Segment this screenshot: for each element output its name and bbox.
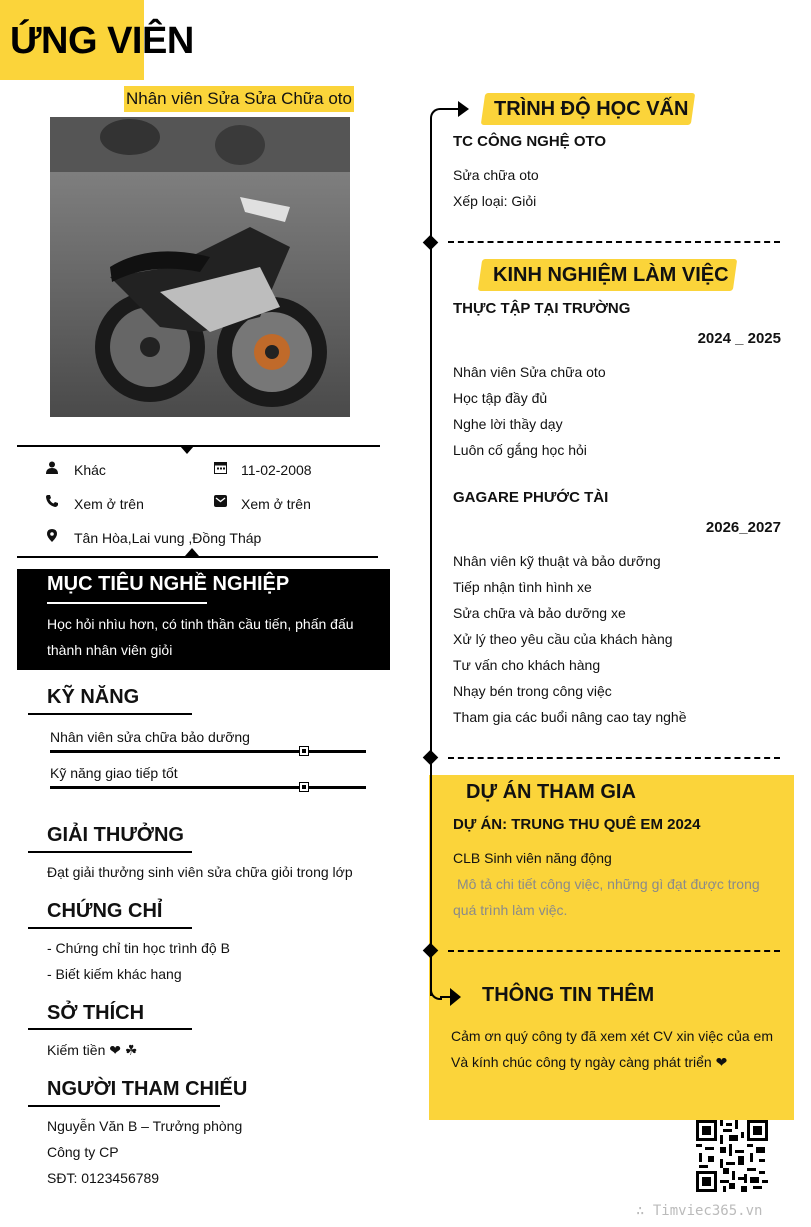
certificates-underline <box>28 927 192 929</box>
certificate-line-1: - Chứng chỉ tin học trình độ B <box>47 940 230 956</box>
job-2-company: GAGARE PHƯỚC TÀI <box>453 489 609 506</box>
awards-text: Đạt giải thưởng sinh viên sửa chữa giỏi trong lớp <box>47 864 353 880</box>
skill-level-2 <box>299 782 309 792</box>
skill-level-1 <box>299 746 309 756</box>
info-bottom-divider <box>17 556 378 558</box>
job-2-line-3: Sửa chữa và bảo dưỡng xe <box>453 605 626 621</box>
skill-bar-1 <box>50 750 366 753</box>
motorbike-photo-icon <box>50 117 350 417</box>
project-desc-line-2: quá trình làm việc. <box>453 902 568 918</box>
reference-line-2: Công ty CP <box>47 1144 119 1160</box>
job-1-line-3: Nghe lời thầy dạy <box>453 416 563 432</box>
extra-line-1: Cảm ơn quý công ty đã xem xét CV xin việc của em <box>451 1028 773 1044</box>
job-1-period: 2024 _ 2025 <box>697 330 781 347</box>
project-name: DỰ ÁN: TRUNG THU QUÊ EM 2024 <box>453 816 701 833</box>
info-top-divider <box>17 445 380 447</box>
certificate-line-2: - Biết kiếm khác hang <box>47 966 182 982</box>
location-icon <box>45 529 59 545</box>
reference-line-3: SĐT: 0123456789 <box>47 1170 160 1186</box>
objective-line-1: Học hỏi nhìu hơn, có tinh thần cầu tiến, phấn đấu <box>47 616 354 632</box>
project-desc-line-1: Mô tả chi tiết công việc, những gì đạt được trong <box>457 876 760 892</box>
objective-text <box>47 611 367 663</box>
project-role: CLB Sinh viên năng động <box>453 850 612 866</box>
desired-position: Nhân viên Sửa Sửa Chữa oto <box>124 86 354 112</box>
skill-label-2: Kỹ năng giao tiếp tốt <box>50 765 178 781</box>
objective-underline <box>47 602 207 604</box>
awards-underline <box>28 851 192 853</box>
job-2-line-2: Tiếp nhận tình hình xe <box>453 579 592 595</box>
timeline-node-1 <box>423 235 439 251</box>
job-2-line-6: Nhạy bén trong công việc <box>453 683 612 699</box>
skill-bar-2 <box>50 786 366 789</box>
candidate-name: ỨNG VIÊN <box>10 20 194 62</box>
education-major: Sửa chữa oto <box>453 167 539 183</box>
hobbies-underline <box>28 1028 192 1030</box>
job-1-company: THỰC TẬP TẠI TRƯỜNG <box>453 300 631 317</box>
skill-label-1: Nhân viên sửa chữa bảo dưỡng <box>50 729 250 745</box>
qr-code <box>696 1120 768 1192</box>
job-2-period: 2026_2027 <box>705 519 781 536</box>
job-2-line-1: Nhân viên kỹ thuật và bảo dưỡng <box>453 553 661 569</box>
job-2-line-5: Tư vấn cho khách hàng <box>453 657 601 673</box>
education-title: TRÌNH ĐỘ HỌC VẤN <box>494 98 689 120</box>
extra-title: THÔNG TIN THÊM <box>482 984 655 1006</box>
job-2-line-4: Xử lý theo yêu cầu của khách hàng <box>453 631 673 647</box>
profile-photo <box>50 117 350 417</box>
education-grade: Xếp loại: Giỏi <box>453 193 537 209</box>
hobbies-text: Kiếm tiền ❤ ☘ <box>47 1042 138 1058</box>
objective-section <box>17 569 390 670</box>
reference-line-1: Nguyễn Văn B – Trưởng phòng <box>47 1118 243 1134</box>
address-value: Tân Hòa,Lai vung ,Đồng Tháp <box>74 530 262 546</box>
certificates-title: CHỨNG CHỈ <box>47 900 163 922</box>
section-divider-3 <box>448 950 780 952</box>
objective-line-2: thành nhân viên giỏi <box>47 642 173 658</box>
dob-value: 11-02-2008 <box>241 462 312 478</box>
skills-underline <box>28 713 192 715</box>
projects-title: DỰ ÁN THAM GIA <box>466 781 636 803</box>
section-divider-1 <box>448 241 780 243</box>
email-icon <box>213 495 227 510</box>
timeline-bottom-arrow-icon <box>450 988 461 1006</box>
gender-value: Khác <box>74 462 106 478</box>
job-1-line-4: Luôn cố gắng học hỏi <box>453 442 587 458</box>
watermark: ∴ Timviec365.vn <box>636 1203 763 1219</box>
timeline-top-arrow-icon <box>458 101 469 117</box>
timeline-top-curve <box>430 108 442 122</box>
references-title: NGƯỜI THAM CHIẾU <box>47 1078 248 1100</box>
gender-icon <box>45 461 59 477</box>
job-1-line-1: Nhân viên Sửa chữa oto <box>453 364 606 380</box>
email-value: Xem ở trên <box>241 496 311 512</box>
references-underline <box>28 1105 220 1107</box>
phone-icon <box>45 495 59 510</box>
awards-title: GIẢI THƯỞNG <box>47 824 184 846</box>
experience-title: KINH NGHIỆM LÀM VIỆC <box>493 264 729 286</box>
objective-title: MỤC TIÊU NGHỀ NGHIỆP <box>47 573 290 595</box>
extra-line-2: Và kính chúc công ty ngày càng phát triển ❤ <box>451 1054 728 1070</box>
phone-value: Xem ở trên <box>74 496 144 512</box>
hobbies-title: SỞ THÍCH <box>47 1002 145 1024</box>
timeline-node-2 <box>423 750 439 766</box>
qr-code-icon <box>696 1120 768 1192</box>
job-1-line-2: Học tập đầy đủ <box>453 390 548 406</box>
education-school: TC CÔNG NGHỆ OTO <box>453 133 607 150</box>
info-divider-arrow <box>180 446 194 454</box>
calendar-icon <box>213 461 227 477</box>
section-divider-2 <box>448 757 780 759</box>
info-bottom-arrow <box>185 548 199 556</box>
skills-title: KỸ NĂNG <box>47 686 140 708</box>
timeline-bottom-arrow-line <box>440 996 450 998</box>
job-2-line-7: Tham gia các buổi nâng cao tay nghề <box>453 709 687 725</box>
